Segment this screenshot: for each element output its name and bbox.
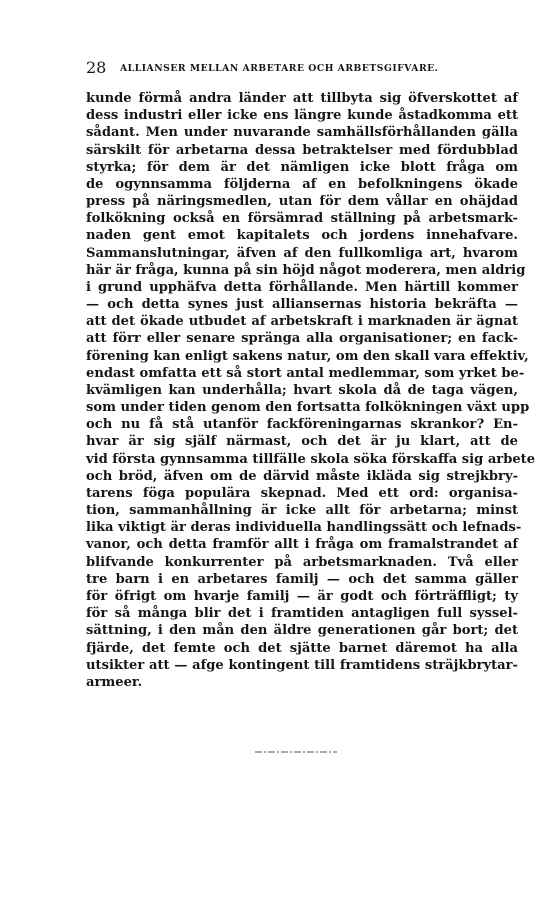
text-line-last: armeer.	[86, 674, 143, 690]
text-line: som under tiden genom den fortsatta folkökningen växt upp	[86, 400, 530, 416]
text-line: att förr eller senare spränga alla organisationer; en fack-	[86, 331, 518, 347]
text-line: utsikter att — afge kontingent till framtidens sträjkbrytar-	[86, 657, 518, 673]
text-line: tion, sammanhållning är icke allt för arbetarna; minst	[86, 503, 518, 519]
text-line: vanor, och detta framför allt i fråga om framalstrandet af	[86, 537, 518, 553]
section-end-ornament	[255, 751, 337, 753]
text-line: tarens föga populära skepnad. Med ett ord: organisa-	[86, 485, 518, 501]
text-line: förening kan enligt sakens natur, om den skall vara effektiv,	[86, 348, 529, 364]
text-line: Sammanslutningar, äfven af den fullkomliga art, hvarom	[86, 245, 518, 261]
text-line: i grund upphäfva detta förhållande. Men härtill kommer	[86, 279, 518, 295]
text-line: fjärde, det femte och det sjätte barnet däremot ha alla	[86, 640, 518, 656]
text-line: och nu få stå utanför fackföreningarnas skrankor? En-	[86, 417, 518, 433]
text-line: — och detta synes just alliansernas historia bekräfta —	[86, 297, 518, 313]
text-line: för öfrigt om hvarje familj — är godt och förträffligt; ty	[86, 588, 518, 604]
text-line: dess industri eller icke ens längre kunde åstadkomma ett	[86, 108, 518, 124]
text-line: kvämligen kan underhålla; hvart skola då de taga vägen,	[86, 382, 518, 398]
text-line: särskilt för arbetarna dessa betraktelser med fördubblad	[86, 142, 518, 158]
running-header	[86, 58, 518, 80]
text-line: folkökning också en försämrad ställning på arbetsmark-	[86, 211, 518, 227]
text-line: de ogynnsamma följderna af en befolkningens ökade	[86, 176, 518, 192]
text-line: hvar är sig själf närmast, och det är ju klart, att de	[86, 434, 518, 450]
text-line: tre barn i en arbetares familj — och det samma gäller	[86, 571, 518, 587]
running-title: ALLIANSER MELLAN ARBETARE OCH ARBETSGIFVARE.	[120, 63, 439, 74]
text-line: endast omfatta ett så stort antal medlemmar, som yrket be-	[86, 365, 525, 381]
text-line: här är fråga, kunna på sin höjd något moderera, men aldrig	[86, 262, 526, 278]
text-line: lika viktigt är deras individuella handlingssätt och lefnads-	[86, 520, 522, 536]
text-line: och bröd, äfven om de därvid måste ikläda sig strejkbry-	[86, 468, 518, 484]
text-line: blifvande konkurrenter på arbetsmarknaden. Två eller	[86, 554, 518, 570]
text-line: styrka; för dem är det nämligen icke blott fråga om	[86, 159, 518, 175]
text-line: sättning, i den mån den äldre generationen går bort; det	[86, 623, 518, 639]
body-text	[86, 90, 536, 691]
text-line: naden gent emot kapitalets och jordens innehafvare.	[86, 228, 518, 244]
page-number: 28	[86, 58, 107, 77]
text-line: att det ökade utbudet af arbetskraft i marknaden är ägnat	[86, 314, 518, 330]
text-line: vid första gynnsamma tillfälle skola söka förskaffa sig arbete	[86, 451, 536, 467]
text-line: press på näringsmedlen, utan för dem vållar en ohäjdad	[86, 194, 518, 210]
text-line: kunde förmå andra länder att tillbyta sig öfverskottet af	[86, 91, 518, 106]
text-line: för så många blir det i framtiden antagligen full syssel-	[86, 606, 518, 622]
text-line: sådant. Men under nuvarande samhällsförhållanden gälla	[86, 125, 518, 141]
